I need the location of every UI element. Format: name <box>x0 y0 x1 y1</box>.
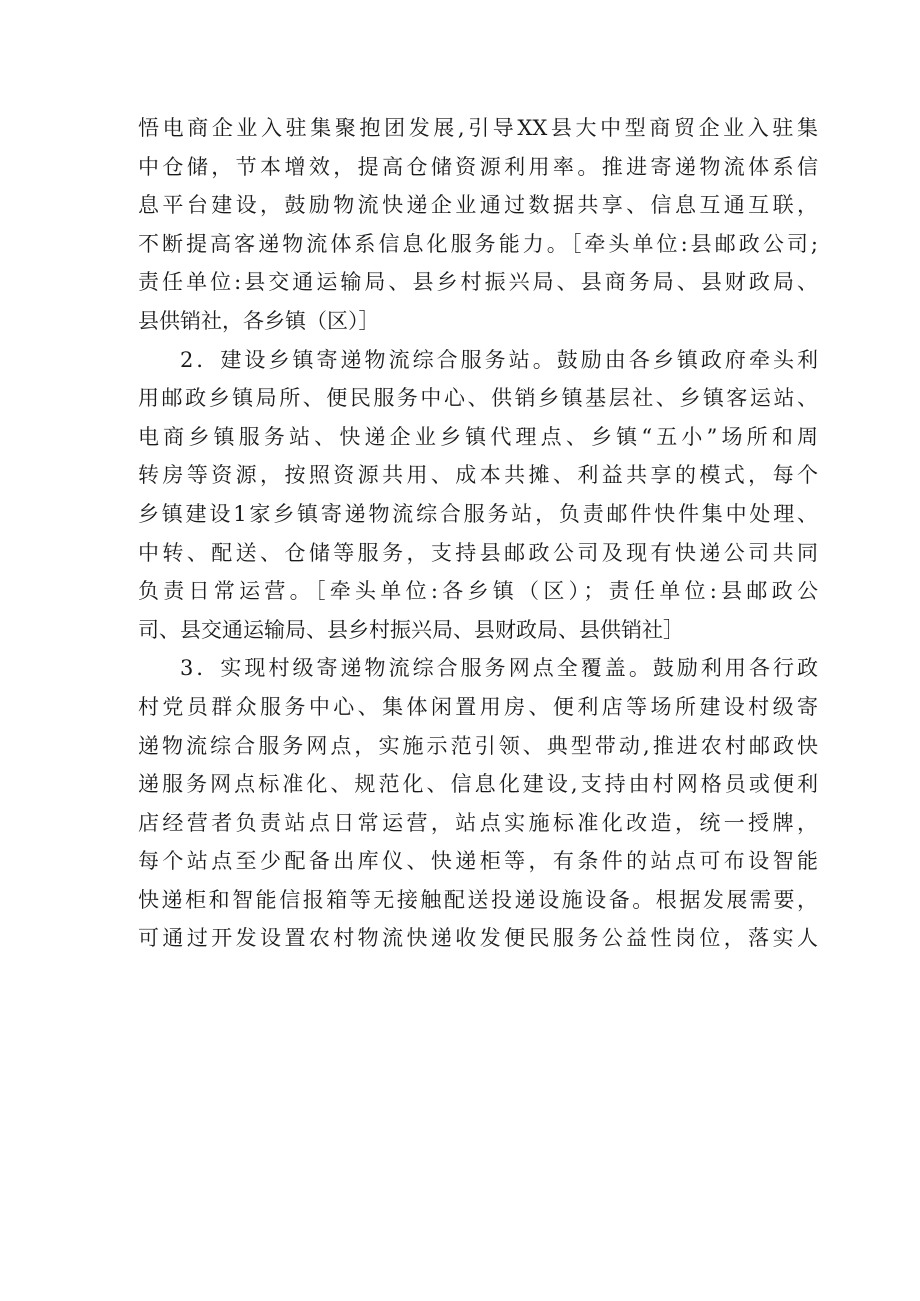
text-line-14: 司、县交通运输局、县乡村振兴局、县财政局、县供销社］ <box>138 617 684 642</box>
text-line-13: 负责日常运营。［牵头单位:各乡镇（区）；责任单位:县邮政公 <box>138 579 818 604</box>
text-line-5: 责任单位:县交通运输局、县乡村振兴局、县商务局、县财政局、 <box>138 270 818 295</box>
text-line-21: 快递柜和智能信报箱等无接触配送投递设施设备。根据发展需要， <box>138 887 818 912</box>
text-line-2: 中仓储，节本增效，提高仓储资源利用率。推进寄递物流体系信 <box>138 154 818 179</box>
text-line-12: 中转、配送、仓储等服务，支持县邮政公司及现有快递公司共同 <box>138 540 818 565</box>
text-line-6: 县供销社，各乡镇（区）］ <box>138 308 380 333</box>
text-line-22: 可通过开发设置农村物流快递收发便民服务公益性岗位，落实人 <box>138 926 818 951</box>
text-line-15: 3．实现村级寄递物流综合服务网点全覆盖。鼓励利用各行政 <box>180 656 818 681</box>
text-line-1: 悟电商企业入驻集聚抱团发展,引导XX县大中型商贸企业入驻集 <box>138 116 818 140</box>
document-body <box>138 109 818 958</box>
text-line-18: 递服务网点标准化、规范化、信息化建设,支持由村网格员或便利 <box>138 772 818 797</box>
text-line-8: 用邮政乡镇局所、便民服务中心、供销乡镇基层社、乡镇客运站、 <box>138 386 818 411</box>
text-line-9: 电商乡镇服务站、快递企业乡镇代理点、乡镇“五小”场所和周 <box>138 424 818 449</box>
text-line-10: 转房等资源，按照资源共用、成本共摊、利益共享的模式，每个 <box>138 463 818 488</box>
text-line-4: 不断提高客递物流体系信息化服务能力。［牵头单位:县邮政公司; <box>138 231 818 256</box>
text-line-11: 乡镇建设1家乡镇寄递物流综合服务站，负责邮件快件集中处理、 <box>138 501 818 526</box>
text-line-16: 村党员群众服务中心、集体闲置用房、便利店等场所建设村级寄 <box>138 694 818 719</box>
text-line-20: 每个站点至少配备出库仪、快递柜等，有条件的站点可布设智能 <box>138 849 818 874</box>
text-line-19: 店经营者负责站点日常运营，站点实施标准化改造，统一授牌， <box>138 810 818 835</box>
text-line-7: 2．建设乡镇寄递物流综合服务站。鼓励由各乡镇政府牵头利 <box>180 347 818 372</box>
text-line-3: 息平台建设，鼓励物流快递企业通过数据共享、信息互通互联， <box>138 193 818 218</box>
text-line-17: 递物流综合服务网点，实施示范引领、典型带动,推进农村邮政快 <box>138 733 818 758</box>
